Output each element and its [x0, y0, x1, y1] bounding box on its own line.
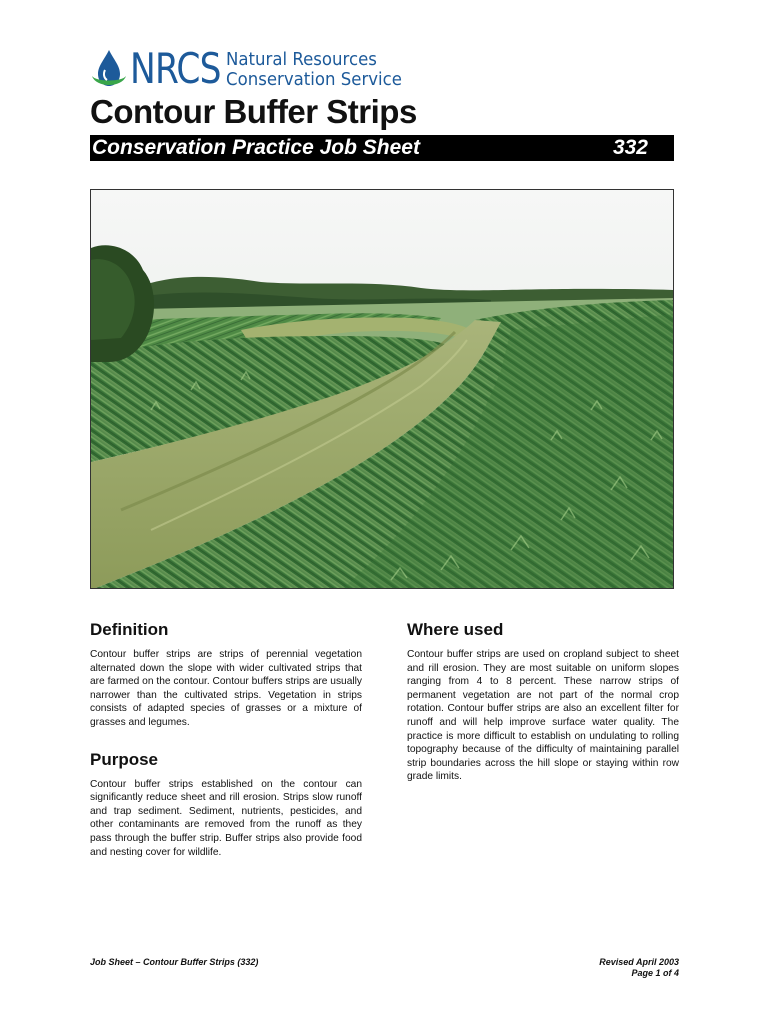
logo-agency-name	[226, 50, 402, 90]
logo-name-line1: Natural Resources	[226, 49, 377, 70]
left-column	[90, 620, 362, 859]
definition-text: Contour buffer strips are strips of perennial vegetation alternated down the slope with wider cultivated strips that are farmed on the contour. Contour buffers strips are usually narrower than the cultivated strips. Vegetation in strips consists of adapted species of grasses or a mixture of grasses and legumes.	[90, 649, 362, 728]
footer-revised-date: Revised April 2003	[599, 957, 679, 967]
nrcs-logo	[90, 44, 410, 93]
banner-subtitle: Conservation Practice Job Sheet	[92, 136, 420, 159]
logo-name-line2: Conservation Service	[226, 69, 402, 90]
where-used-text: Contour buffer strips are used on cropland subject to sheet and rill erosion. They are most suitable on uniform slopes ranging from 4 to 8 percent. These narrow strips of permanent vegetation are not part of the normal crop rotation. Contour buffer strips are also an excellent filter for runoff and will help improve surface water quality. The practice is more difficult to establish on undulating to rolling topography because of the difficulty of maintaining parallel strip boundaries across the hill slope or staying within row grade limits.	[407, 649, 679, 783]
practice-banner	[90, 135, 674, 161]
footer-job-sheet: Job Sheet – Contour Buffer Strips (332)	[90, 957, 259, 967]
practice-number: 332	[612, 136, 648, 159]
purpose-heading: Purpose	[90, 749, 159, 769]
definition-heading: Definition	[90, 620, 169, 639]
page-title: Contour Buffer Strips	[90, 93, 417, 130]
logo-acronym: NRCS	[130, 44, 221, 93]
water-drop-icon	[90, 48, 128, 92]
right-column	[407, 620, 679, 784]
field-photo-illustration	[91, 190, 674, 589]
footer-page-number: Page 1 of 4	[631, 968, 679, 978]
purpose-text: Contour buffer strips established on the contour can significantly reduce sheet and rill erosion. Strips slow runoff and trap sediment. Sediment, nutrients, pesticides, and other contaminants are removed from the runoff as they pass through the buffer strip. Buffer strips also provide food and nesting cover for wildlife.	[90, 778, 362, 858]
footer-revision	[599, 957, 679, 979]
where-used-heading: Where used	[407, 620, 504, 639]
field-photo	[90, 189, 674, 589]
